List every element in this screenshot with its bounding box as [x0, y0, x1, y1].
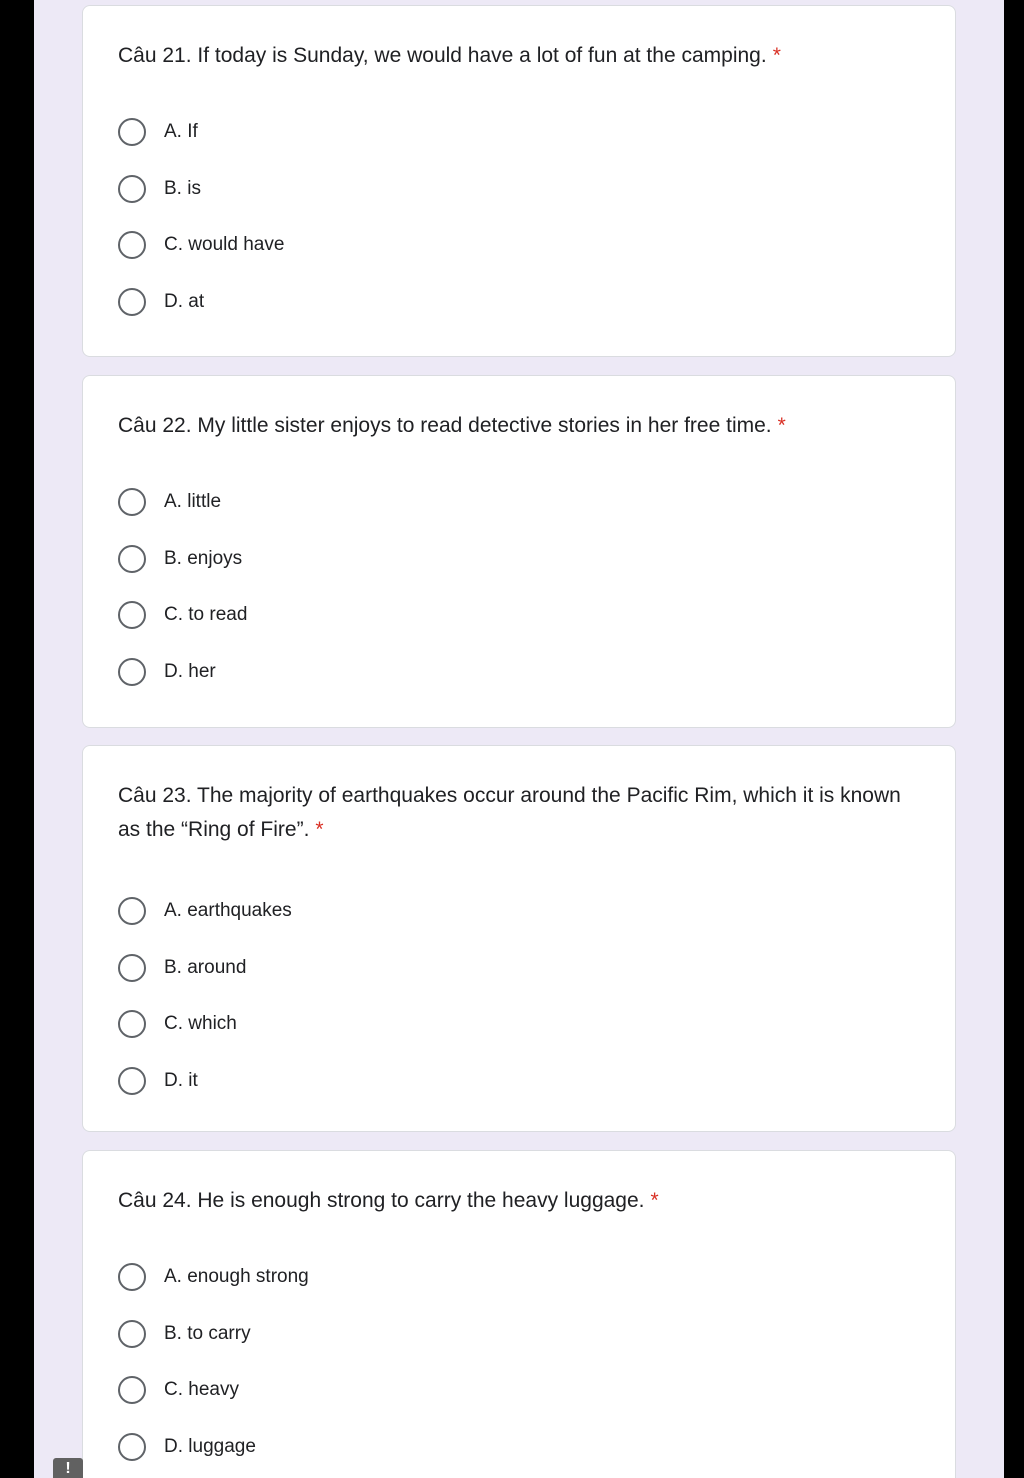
option-label: C. to read: [164, 604, 248, 626]
radio-option-a[interactable]: [118, 474, 247, 531]
radio-button[interactable]: [118, 1263, 146, 1291]
radio-option-d[interactable]: [118, 1419, 309, 1476]
radio-button[interactable]: [118, 1067, 146, 1095]
radio-group: [118, 474, 247, 700]
question-card-21: [82, 5, 956, 357]
option-label: D. her: [164, 661, 216, 683]
radio-group: [118, 104, 284, 330]
option-label: B. to carry: [164, 1322, 251, 1344]
option-label: D. it: [164, 1070, 198, 1092]
radio-option-c[interactable]: [118, 587, 247, 644]
radio-option-b[interactable]: [118, 940, 292, 997]
radio-option-b[interactable]: [118, 1306, 309, 1363]
question-card-22: [82, 375, 956, 728]
option-label: C. heavy: [164, 1379, 239, 1401]
radio-button[interactable]: [118, 175, 146, 203]
radio-option-d[interactable]: [118, 1053, 292, 1110]
radio-option-c[interactable]: [118, 996, 292, 1053]
question-title: Câu 23. The majority of earthquakes occur around the Pacific Rim, which it is known as the “Ring of Fire”. *: [118, 784, 901, 841]
option-label: D. at: [164, 291, 205, 313]
radio-button[interactable]: [118, 1433, 146, 1461]
radio-button[interactable]: [118, 118, 146, 146]
radio-option-d[interactable]: [118, 644, 247, 701]
radio-button[interactable]: [118, 288, 146, 316]
radio-group: [118, 1249, 309, 1475]
radio-button[interactable]: [118, 601, 146, 629]
option-label: B. around: [164, 956, 247, 978]
question-card-23: [82, 745, 956, 1132]
option-label: B. is: [164, 177, 201, 199]
radio-button[interactable]: [118, 1010, 146, 1038]
radio-group: [118, 883, 292, 1109]
radio-button[interactable]: [118, 897, 146, 925]
required-asterisk: *: [315, 818, 324, 841]
question-title: Câu 21. If today is Sunday, we would have a lot of fun at the camping. *: [118, 44, 781, 67]
radio-option-d[interactable]: [118, 274, 284, 331]
option-label: C. which: [164, 1013, 237, 1035]
option-label: C. would have: [164, 234, 285, 256]
radio-option-a[interactable]: [118, 883, 292, 940]
radio-option-a[interactable]: [118, 1249, 309, 1306]
question-title: Câu 22. My little sister enjoys to read detective stories in her free time. *: [118, 414, 786, 437]
radio-option-a[interactable]: [118, 104, 284, 161]
option-label: A. earthquakes: [164, 900, 292, 922]
required-asterisk: *: [777, 414, 786, 437]
radio-option-b[interactable]: [118, 161, 284, 218]
radio-button[interactable]: [118, 231, 146, 259]
exclamation-icon[interactable]: !: [53, 1458, 83, 1478]
option-label: A. enough strong: [164, 1266, 309, 1288]
option-label: A. little: [164, 491, 222, 513]
radio-option-b[interactable]: [118, 531, 247, 588]
radio-button[interactable]: [118, 658, 146, 686]
radio-button[interactable]: [118, 488, 146, 516]
radio-button[interactable]: [118, 545, 146, 573]
required-asterisk: *: [772, 44, 781, 67]
question-card-24: [82, 1150, 956, 1478]
radio-button[interactable]: [118, 1376, 146, 1404]
question-title: Câu 24. He is enough strong to carry the heavy luggage. *: [118, 1189, 659, 1212]
option-label: D. luggage: [164, 1436, 256, 1458]
radio-option-c[interactable]: [118, 1362, 309, 1419]
radio-option-c[interactable]: [118, 217, 284, 274]
option-label: B. enjoys: [164, 547, 243, 569]
radio-button[interactable]: [118, 954, 146, 982]
required-asterisk: *: [650, 1189, 659, 1212]
option-label: A. If: [164, 121, 198, 143]
radio-button[interactable]: [118, 1320, 146, 1348]
